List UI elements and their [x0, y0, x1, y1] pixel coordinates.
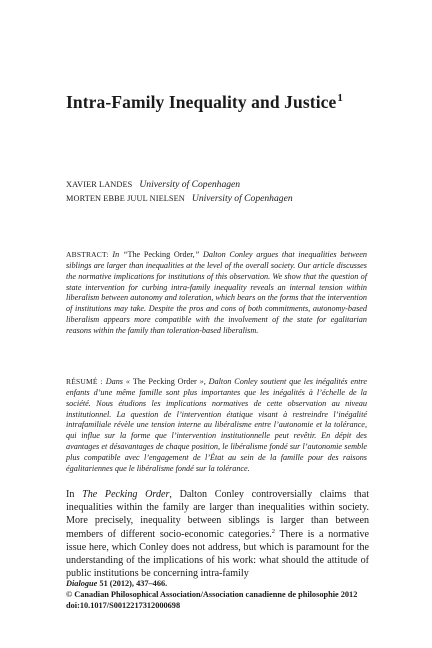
footnote-ref[interactable]: 2 [271, 527, 276, 535]
abstract-book-title: The Pecking Order, [127, 250, 195, 259]
body-text-start: In [66, 489, 83, 500]
resume-label: RÉSUMÉ : [66, 377, 103, 386]
author-name: MORTEN EBBE JUUL NIELSEN [66, 194, 185, 203]
abstract-text-start: In “ [112, 250, 128, 259]
abstract-english [66, 250, 367, 337]
author-list [66, 178, 386, 206]
article-title [66, 92, 386, 113]
abstract-label: ABSTRACT: [66, 250, 109, 259]
abstract-text: ” Dalton Conley argues that inequalities between siblings are larger than inequalities at the level of the overall society. Our article discusses the normative implications for institutions of this observation. We show that the question of state intervention for curbing intra-family inequality reveals an internal tension within liberalism between autonomy and toleration, which bears on the forms that the intervention of institutions may take. Despite the pros and cons of both commitments, autonomy-based liberalism appears more compatible with the involvement of the state for egalitarian reasons within the family than toleration-based liberalism. [66, 250, 368, 335]
journal-footer [66, 578, 386, 612]
author-entry [66, 192, 386, 206]
title-footnote-mark: 1 [337, 92, 344, 104]
body-paragraph [66, 488, 369, 580]
journal-name: Dialogue [66, 579, 98, 588]
resume-book-title: The Pecking Order [132, 377, 197, 386]
author-name: XAVIER LANDES [66, 180, 133, 189]
article-title-text: Intra-Family Inequality and Justice [66, 92, 337, 112]
abstract-french [66, 377, 367, 475]
resume-text: », Dalton Conley soutient que les inégalités entre enfants d’une même famille sont plus importantes que les inégalités à l’échelle de la société. Nous étudions les implications normatives de cette observation au niveau institutionnel. La question de l’intervention étatique visant à restreindre l’inégalité intrafamiliale révèle une tension interne au libéralisme entre l’autonomie et la tolérance, qui influe sur la forme que l’intervention institutionnelle peut revêtir. En dépit des avantages et désavantages de chaque position, le libéralisme fondé sur l’autonomie semble plus compatible avec l’engagement de l’État au sein de la famille pour des raisons égalitariennes que le libéralisme fondé sur la tolérance. [66, 377, 368, 473]
author-entry [66, 178, 386, 192]
body-text-end: There is a normative issue here, which Conley does not address, but which is paramount for the understanding of the implications of his work: what should the attitude of public institutions be concerning intra-family [66, 528, 369, 580]
doi-line[interactable]: doi:10.1017/S0012217312000698 [66, 601, 181, 611]
copyright-line: © Canadian Philosophical Association/Association canadienne de philosophie 2012 [66, 590, 358, 600]
author-affiliation: University of Copenhagen [191, 193, 293, 204]
body-text-mid: , Dalton Conley controversially claims that inequalities within the family are larger than inequalities within society. More precisely, inequality between siblings is larger than between members of different socio-economic categories. [66, 489, 369, 540]
resume-text-start: Dans « [105, 377, 133, 386]
journal-volume: 51 (2012), 437–466. [97, 579, 168, 588]
body-book-title: The Pecking Order [82, 489, 170, 500]
body-text [66, 488, 369, 580]
author-affiliation: University of Copenhagen [139, 179, 241, 190]
journal-citation [66, 578, 386, 589]
